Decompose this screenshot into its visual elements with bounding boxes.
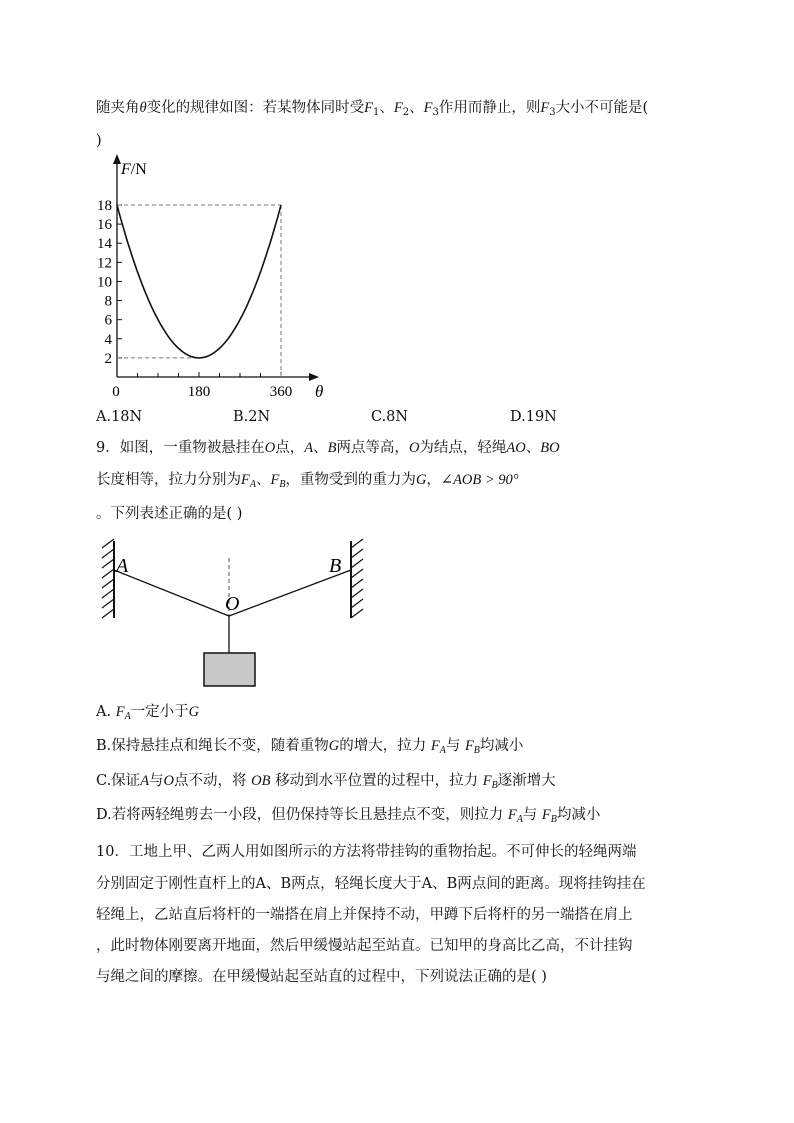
x-axis-arrow	[309, 373, 319, 381]
y-tick-label: 2	[104, 350, 112, 367]
y-tick-label: 14	[97, 236, 112, 253]
y-tick-label: 16	[97, 217, 112, 234]
label-o: O	[225, 593, 240, 615]
q9-diagram	[96, 536, 371, 692]
q8-stem-close: )	[96, 133, 102, 149]
label-b: B	[329, 555, 342, 577]
q10-line-1: 10．工地上甲、乙两人用如图所示的方法将带挂钩的重物抬起。不可伸长的轻绳两端	[96, 844, 637, 860]
q8-stem-line-1: 随夹角θ变化的规律如图：若某物体同时受$F_1$、$F_2$、$F_3$作用而静止，则$F_3$大小不可能是(	[96, 100, 649, 118]
weight-block	[204, 653, 255, 686]
q8-option-d[interactable]: D.19N	[510, 409, 557, 425]
y-axis-label: F/N	[121, 161, 147, 178]
q8-option-c[interactable]: C.8N	[371, 409, 409, 425]
y-tick-label: 6	[104, 312, 112, 329]
q9-option-d[interactable]: D.若将两轻绳剪去一小段，但仍保持等长且悬挂点不变，则拉力 $F_A$与 $F_B$均减小	[96, 807, 601, 825]
y-tick-label: 8	[104, 293, 112, 310]
q9-stem-line-1: 9．如图，一重物被悬挂在O点，A、B两点等高，O为结点，轻绳AO、BO	[96, 440, 560, 456]
right-wall-hatching	[351, 539, 363, 618]
y-tick-label: 4	[104, 331, 112, 348]
q10-line-2: 分别固定于刚性直杆上的A、B两点，轻绳长度大于A、B两点间的距离。现将挂钩挂在	[96, 876, 646, 892]
q9-option-c[interactable]: C.保证A与O点不动，将 OB 移动到水平位置的过程中，拉力 $F_B$逐渐增大	[96, 773, 556, 791]
q9-option-a[interactable]: A. $F_A$一定小于G	[96, 704, 200, 722]
y-tick-label: 12	[97, 255, 112, 272]
label-a: A	[116, 555, 129, 577]
x-tick-label: 180	[187, 384, 211, 400]
x-tick-label: 360	[269, 384, 293, 400]
left-wall-hatching	[102, 539, 114, 618]
y-tick-label: 18	[97, 198, 112, 214]
y-axis-arrow	[113, 154, 121, 164]
q9-stem-line-2: 长度相等，拉力分别为$F_A$、$F_B$，重物受到的重力为G，∠AOB > 90°	[96, 472, 519, 490]
x-tick-label: 0	[112, 384, 120, 400]
q10-line-3: 轻绳上，乙站直后将杆的一端搭在肩上并保持不动，甲蹲下后将杆的另一端搭在肩上	[96, 907, 633, 923]
q9-option-b[interactable]: B.保持悬挂点和绳长不变，随着重物G的增大，拉力 $F_A$与 $F_B$均减小	[96, 738, 524, 756]
y-tick-label: 10	[97, 274, 112, 291]
q8-option-b[interactable]: B.2N	[233, 409, 271, 425]
q8-option-a[interactable]: A.18N	[96, 409, 143, 425]
q10-line-5: 与绳之间的摩擦。在甲缓慢站起至站直的过程中，下列说法正确的是( )	[96, 969, 547, 985]
x-axis-label: θ	[315, 382, 324, 401]
q10-line-4: ，此时物体刚要离开地面，然后甲缓慢站起至站直。已知甲的身高比乙高，不计挂钩	[96, 938, 633, 954]
rope-ao	[114, 570, 229, 616]
series-line-f	[117, 205, 281, 358]
q8-chart	[86, 150, 346, 408]
q9-stem-line-3: 。下列表述正确的是( )	[96, 506, 243, 522]
